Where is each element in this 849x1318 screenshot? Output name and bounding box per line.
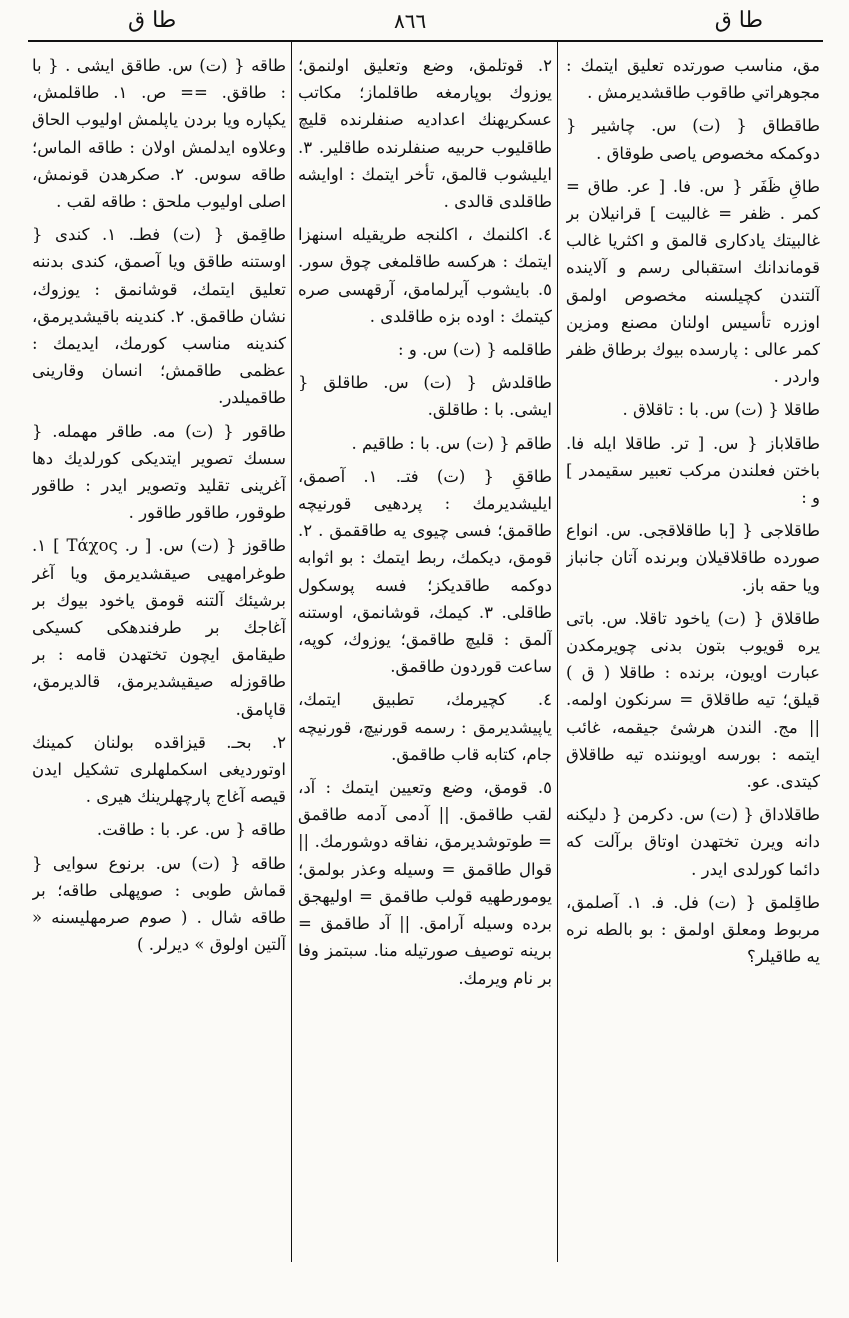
entry: طاقلمه { (ت) س. و :: [398, 340, 552, 360]
running-head-right: طا ق: [714, 8, 763, 33]
column-right: [566, 52, 820, 1267]
entry: ٤. اكلنمك ، اكلنجه طريقيله اسنهزا ايتمك : هركسه طاقلمغى چوق سور. ٥. بايشوب آيرلمامق، آرقهسى صره كيتمك : اوده بزه طاقلدى .: [298, 225, 552, 326]
entry: طاقلاداق { (ت) س. دكرمن { دليكنه دانه ويرن تختهدن اوتاق برآلت كه دائما كورلدى ايدر .: [566, 805, 820, 879]
column-left: [32, 52, 286, 1267]
column-middle: [298, 52, 552, 1267]
entry: مق، مناسب صورتده تعليق ايتمك : مجوهراتي طاقوب طاقشديرمش .: [566, 56, 820, 103]
entry: طاقوز { (ت) س. [ ر. Τάχος ] ١. طوغرامهيى صيقشديرمق ويا آغر برشيئك آلتنه قومق ياخود بيوك بر آغاجك بر طرفندهكى كسيكى طيقامق ايچون تختهدن قامه : بر طاقوزله صيقيشديرمق، قالديرمق، قاپامق.: [32, 536, 286, 719]
column-divider-right: [557, 42, 558, 1262]
entry: طاقِ ظَفَر { س. فا. [ عر. طاق = كمر . ظفر = غالبيت ] قرانيلان بر غالبيتك يادكارى قالمق و اكثريا غالب قوماندانك استقبالى رسم و آلاينده آلتندن كچيلسنه مخصوص اولمق اوزره تأسيس اولنان مصنع ومزين كمر عالى : پارسده بيوك برطاق ظفر واردر .: [566, 176, 820, 387]
page-number: ٨٦٦: [394, 9, 427, 33]
page-header: [28, 6, 823, 36]
entry: طاقور { (ت) مه. طاقر مهمله. { سسك تصوير ايتديكى كورلديك دها آغرينى تقليد وتصوير ايدر : طاقور طوقور، طاقور طاقور .: [32, 421, 286, 523]
entry: طاقلاق { (ت) ياخود تاقلا. س. باتى يره قويوب بتون بدنى چويرمكدن عبارت اويون، برنده : طاقلا ( ق ) قيلق؛ تيه طاقلاق = سرنكون اولمه. || مج. الندن هرشئ جيقمه، غائب ايتمه : بورسه اويوننده تيه طاقلاق كيتدى. عو.: [566, 608, 820, 792]
entry: طاقه { (ت) س. طاقق ايشى . { با : طاقق. == ص. ١. طاقلمش، يكپاره ويا بردن ياپلمش اوليوب الحاق وعلاوه ايدلمش اولان : طاقه الماس؛ طاقه سوس. ٢. صكرهدن قونمش، اصلى اوليوب ملحق : طاقه لقب .: [32, 56, 286, 212]
entry: طاقلدش { (ت) س. طاقلق { ايشى. با : طاقلق.: [298, 373, 552, 420]
entry: ٢. قوتلمق، وضع وتعليق اولنمق؛ يوزوك بوپارمغه طاقلماز؛ مكاتب عسكريهنك اعداديه صنفلرنده قليچ طاقليوب حربيه صنفلرنده طاقلير. ٣. ايليشوب قالمق، تأخر ايتمك : اوايشه طاقلدى قالدى .: [298, 56, 552, 212]
entry: طاقِمق { (ت) فطـ. ١. كندى { اوستنه طاقق ويا آصمق، كندى بدننه تعليق ايتمك، قوشانمق : يوزوك، نشان طاقمق. ٢. كندينه باقيشديرمق، كندينه مناسب كورمك، ايديمك : عظمى طاقمش؛ انسان وقارينى طاقميلدر.: [32, 225, 286, 408]
entry: طاققِ { (ت) فتـ. ١. آصمق، ايليشديرمك : پردهيى قورنيچه طاقمق؛ فسى چيوى يه طاققمق . ٢. قومق، ديكمك، ربط ايتمك : بو اثوابه دوكمه طاقديكز؛ فسه پوسكول طاقلى. ٣. كيمك، قوشانمق، اوستنه آلمق : قليچ طاقمق؛ يوزوك، كوپه، ساعت قوردون طاقمق.: [298, 466, 552, 677]
entry: طاقِلمق { (ت) فل. ﻓ. ١. آصلمق، مربوط ومعلق اولمق : بو بالطه نره يه طاقيلر؟: [566, 892, 820, 967]
entry: ٥. قومق، وضع وتعيين ايتمك : آد، لقب طاقمق. || آدمى آدمه طاقمق = طوتوشديرمق، نفاقه دوشورمك. || قوال طاقمق = وسيله وعذر بولمق؛ يومورطهيه قولب طاقمق = اوليهجق برده وسيله آرامق. || آد طاقمق = برينه توصيف صورتيله منا. سبتمز وفا بر نام ويرمك.: [298, 778, 552, 988]
header-rule: [28, 40, 823, 42]
entry: طاقلاباز { س. [ تر. طاقلا ايله فا. باختن فعلندن مركب تعبير سقيمدر ] و :: [566, 433, 820, 508]
running-head-left: طا ق: [128, 8, 177, 33]
entry: ٢. بحـ. قيزاقده بولنان كمينك اوتورديغى اسكملهلرى تشكيل ايدن قيصه آغاج پارچهلرينك هيرى .: [32, 732, 286, 807]
column-divider-left: [291, 42, 292, 1262]
entry: ٤. كچيرمك، تطبيق ايتمك، ياپيشديرمق : رسمه قورنيچ، قورنيچه جام، كتابه قاب طاقمق.: [298, 690, 552, 764]
entry: طاقم { (ت) س. با : طاقيم .: [351, 433, 552, 453]
entry: طاقه { س. عر. با : طاقت.: [96, 820, 286, 840]
entry: طاقطاق { (ت) س. چاشير { دوكمكه مخصوص ياصى طوقاق .: [566, 116, 820, 163]
entry: طاقه { (ت) س. برنوع سوايى { قماش طوبى : صوپهلى طاقه؛ بر طاقه شال . ( صوم صرمهليسنه « آلتين اولوق » ديرلر. ): [32, 853, 286, 955]
entry: طاقلاجى { [با طاقلاقجى. س. انواع صورده طاقلاقيلان وبرنده آتان جانباز ويا حقه باز.: [566, 521, 820, 595]
entry: طاقلا { (ت) س. با : تاقلاق .: [622, 400, 820, 420]
